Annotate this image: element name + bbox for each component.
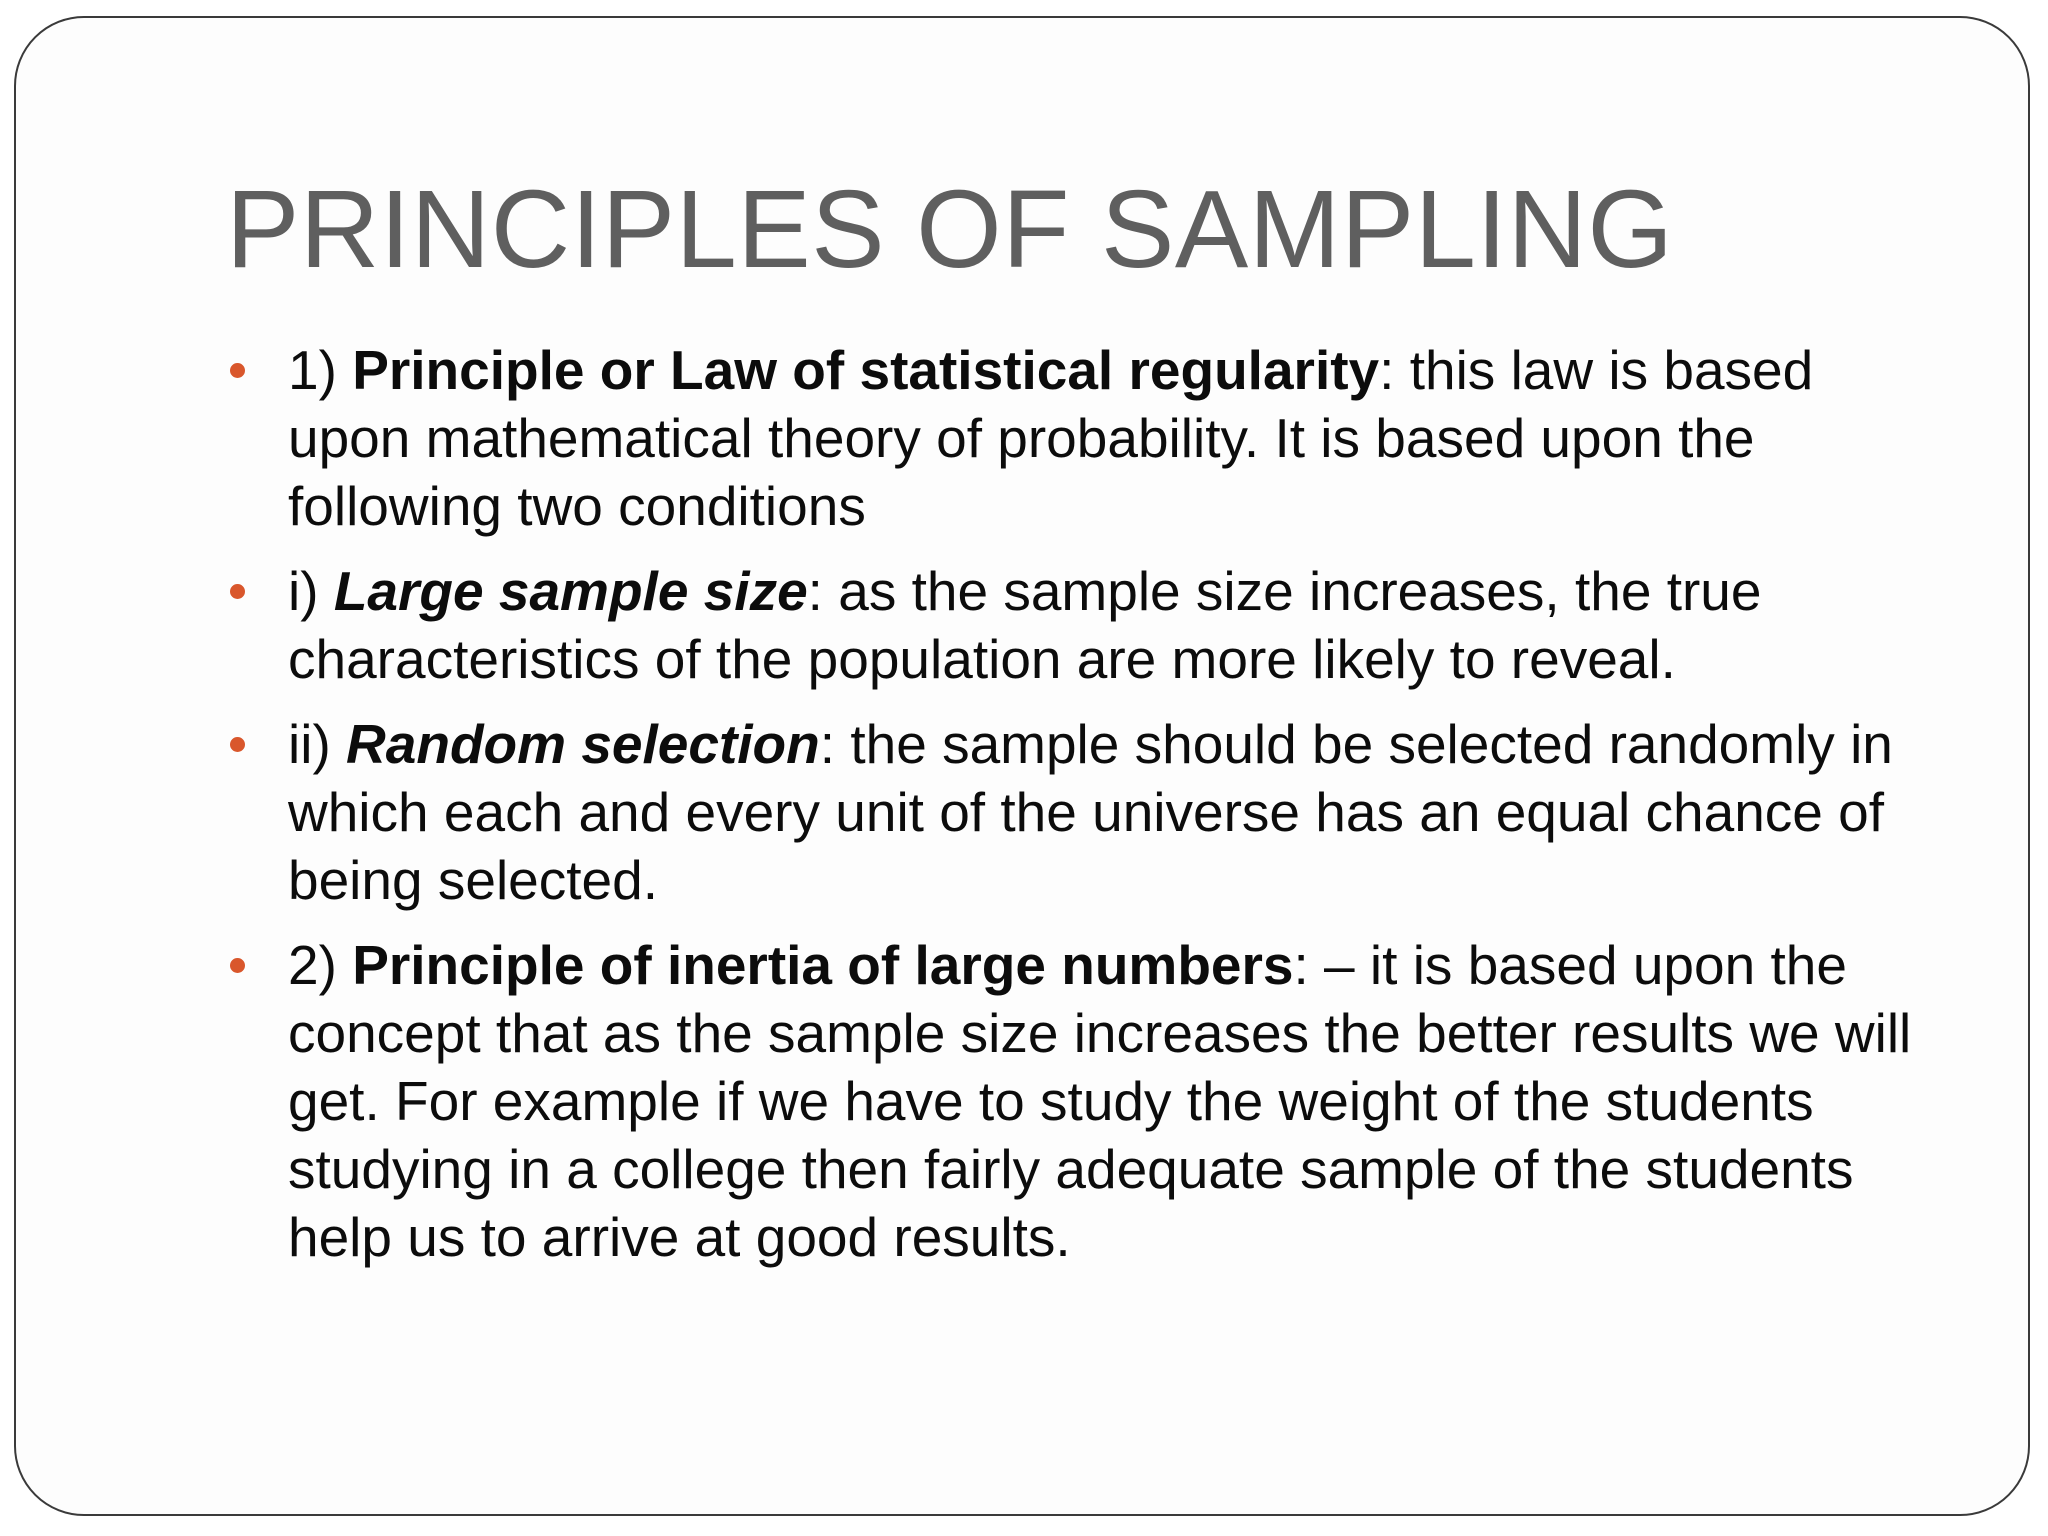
- bullet-dot-icon: [230, 958, 245, 973]
- bullet-prefix: i): [288, 560, 334, 622]
- bullet-term: Principle or Law of statistical regularity: [352, 339, 1380, 401]
- bullet-term: Large sample size: [333, 560, 808, 622]
- bullet-item-random-selection: [228, 710, 1928, 914]
- bullet-item-statistical-regularity: [228, 336, 1928, 540]
- bullet-prefix: ii): [288, 713, 347, 775]
- bullet-item-inertia-large-numbers: [228, 931, 1928, 1271]
- bullet-list: [228, 336, 1928, 1288]
- bullet-dot-icon: [230, 737, 245, 752]
- bullet-prefix: 1): [288, 339, 353, 401]
- bullet-item-large-sample-size: [228, 557, 1928, 693]
- bullet-text: : the sample should be selected randomly in which each and every unit of the universe has an equal chance of being selected.: [288, 713, 1893, 911]
- bullet-term: Random selection: [346, 713, 820, 775]
- bullet-text: : – it is based upon the concept that as the sample size increases the better results we will get. For example if we have to study the weight of the students studying in a college then fairly adequate sample of the students help us to arrive at good results.: [288, 934, 1912, 1268]
- slide-title: PRINCIPLES OF SAMPLING: [226, 168, 1674, 291]
- bullet-prefix: 2): [288, 934, 353, 996]
- bullet-text: : this law is based upon mathematical theory of probability. It is based upon the following two conditions: [288, 339, 1814, 537]
- bullet-dot-icon: [230, 584, 245, 599]
- bullet-dot-icon: [230, 363, 245, 378]
- bullet-text: : as the sample size increases, the true characteristics of the population are more likely to reveal.: [288, 560, 1762, 690]
- bullet-term: Principle of inertia of large numbers: [352, 934, 1294, 996]
